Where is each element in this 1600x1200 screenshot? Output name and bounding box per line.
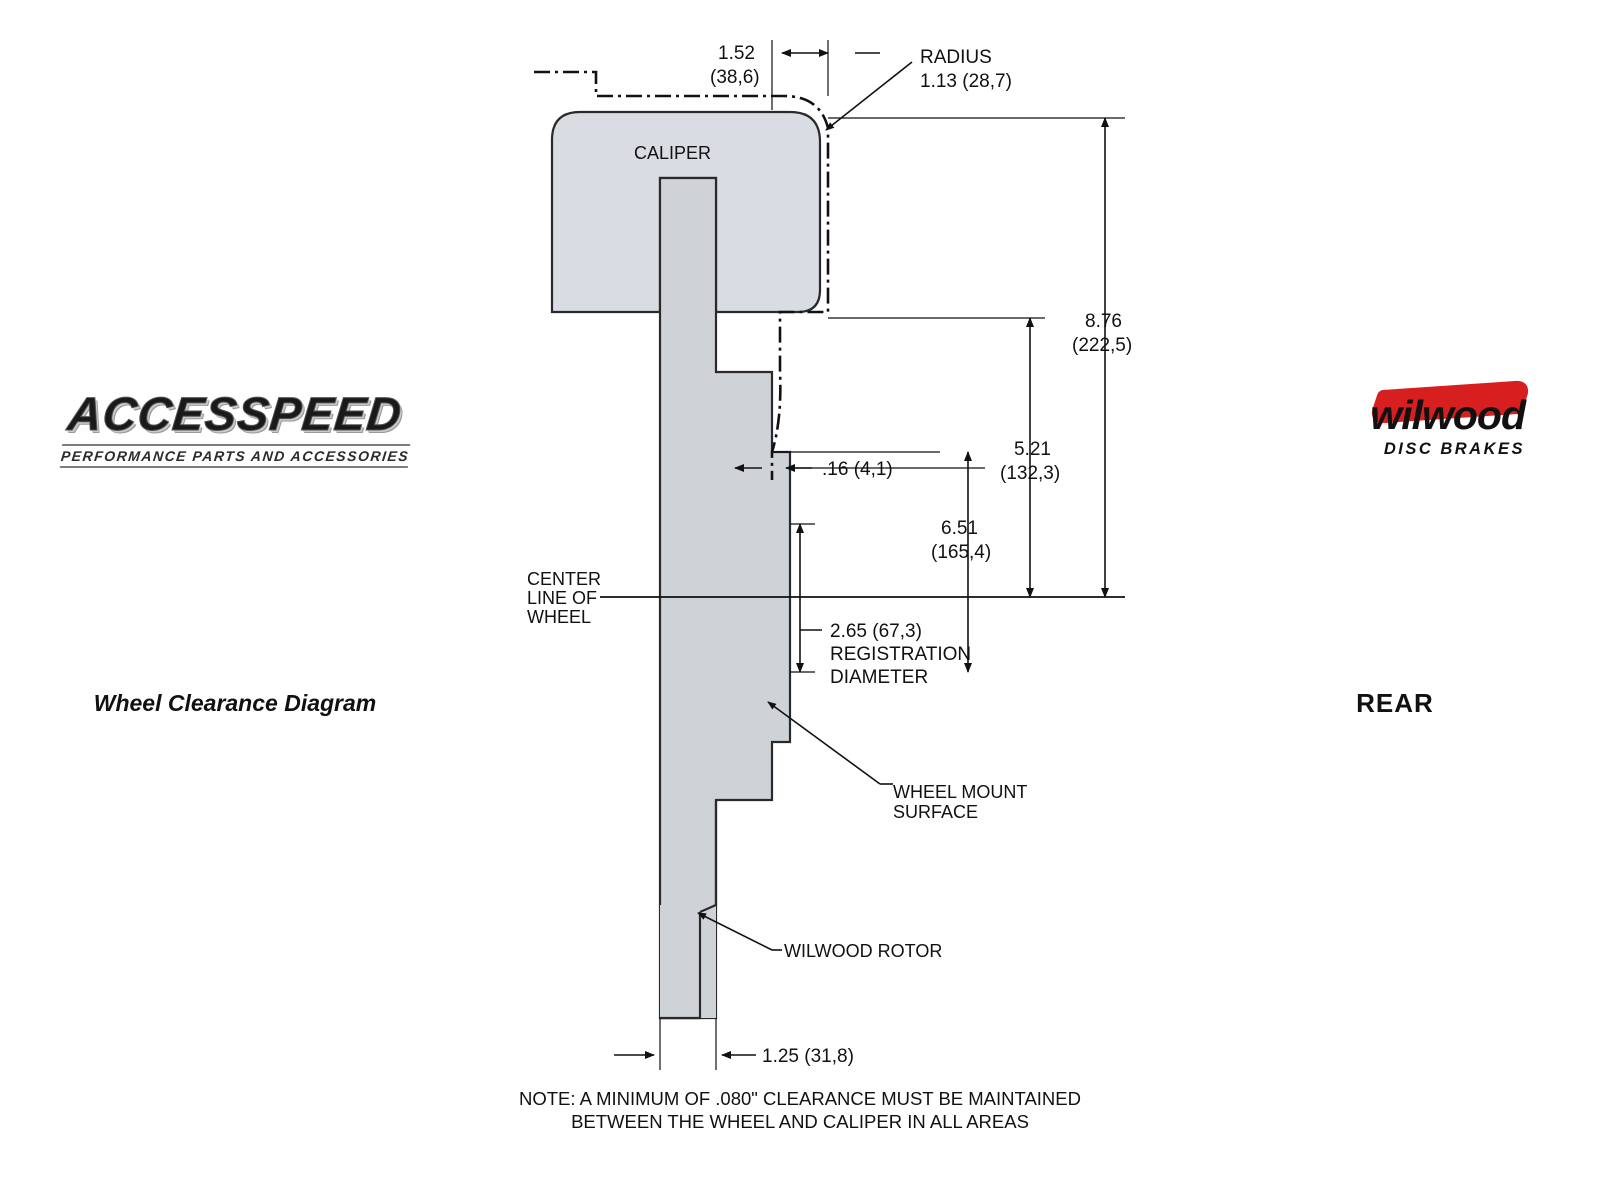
label-radius-value: 1.13 (28,7) [920,71,1012,92]
label-wheel-mount-2: SURFACE [893,802,979,822]
dim-gap-value: .16 (4,1) [822,459,893,480]
wilwood-wordmark: wilwood [1370,392,1525,438]
dim-registration-label-2: DIAMETER [830,667,929,688]
dim-registration-value: 2.65 (67,3) [830,621,922,642]
dim-caliper-offset-mm: (38,6) [710,67,760,88]
label-center-line-2: LINE OF [527,588,598,608]
accesspeed-wordmark: ACCESSPEED [65,387,405,440]
dim-mid-height-mm: (132,3) [1000,463,1061,484]
diagram-caption: Wheel Clearance Diagram [93,690,377,716]
dim-registration-label-1: REGISTRATION [830,644,972,665]
dim-overall-height-in: 8.76 [1085,311,1122,332]
note-line-1: NOTE: A MINIMUM OF .080" CLEARANCE MUST BE MAINTAINED [518,1088,1082,1109]
note-line-2: BETWEEN THE WHEEL AND CALIPER IN ALL AREAS [571,1111,1029,1132]
dim-rotor-height-in: 6.51 [941,518,978,539]
wilwood-tagline: DISC BRAKES [1383,440,1525,458]
label-wilwood-rotor: WILWOOD ROTOR [784,941,943,961]
label-wheel-mount-1: WHEEL MOUNT [893,782,1028,802]
accesspeed-logo [60,387,410,468]
dim-mid-height-in: 5.21 [1014,439,1051,460]
label-caliper: CALIPER [634,143,712,163]
radius-leader [826,62,912,130]
label-center-line-1: CENTER [527,569,602,589]
label-radius: RADIUS [920,47,992,68]
dim-rotor-height-mm: (165,4) [931,542,992,563]
label-center-line-3: WHEEL [527,607,592,627]
accesspeed-tagline: PERFORMANCE PARTS AND ACCESSORIES [60,444,411,468]
wilwood-logo [1265,392,1525,459]
dim-caliper-offset-in: 1.52 [718,43,755,64]
dim-overall-height-mm: (222,5) [1072,335,1133,356]
axle-position-label: REAR [1356,688,1434,718]
dim-hat-width-value: 1.25 (31,8) [762,1046,854,1067]
dimension-registration [800,524,822,672]
